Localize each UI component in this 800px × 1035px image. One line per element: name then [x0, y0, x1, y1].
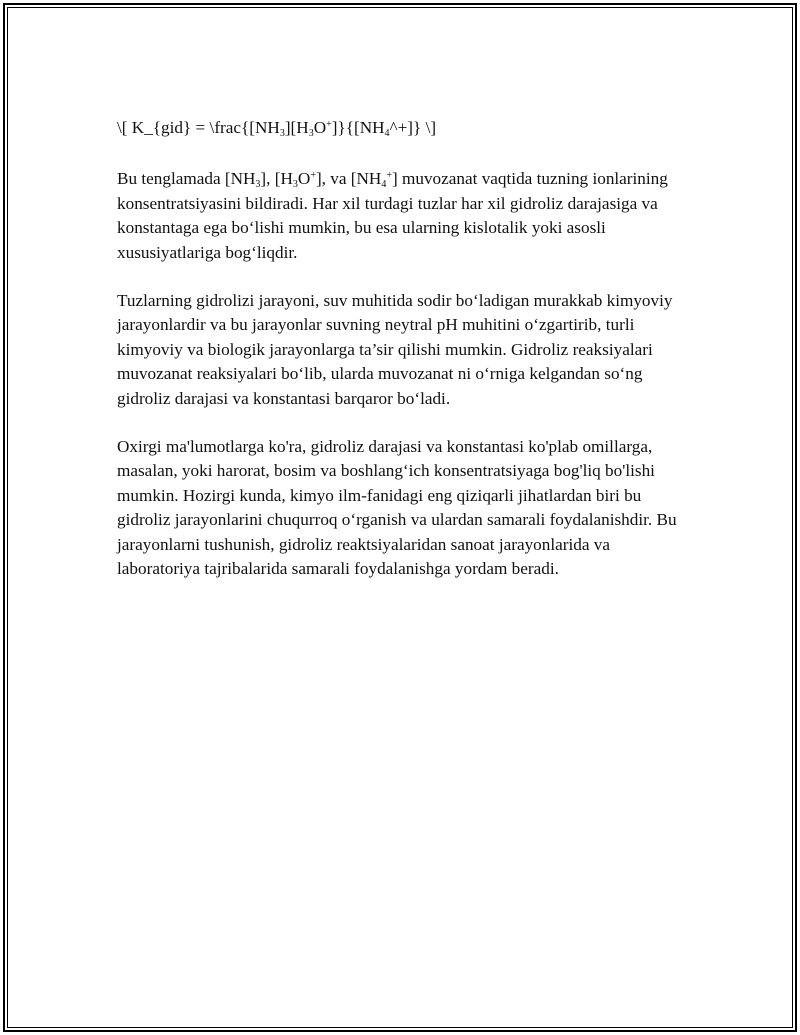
formula-text: ][H	[284, 118, 309, 137]
paragraph-subscript: 4	[381, 179, 387, 191]
formula-text: ]}{[NH	[331, 118, 385, 137]
formula-superscript: +	[326, 119, 332, 130]
document-body	[117, 116, 687, 606]
paragraph-superscript: +	[310, 170, 316, 182]
formula-subscript: 3	[279, 128, 285, 139]
paragraph-text: ] muvozanat vaqtida tuzning ionlarining konsentratsiyasini bildiradi. Har xil turdagi tuzlar har xil gidroliz darajasiga va konstantaga ega bo‘lishi mumkin, bu esa ularning kislotalik yoki asosli xususiyatlariga bog‘liqdir.	[117, 169, 668, 262]
formula-subscript: 4	[384, 128, 390, 139]
formula-subscript: 3	[308, 128, 314, 139]
paragraph-recent-findings: Oxirgi ma'lumotlarga ko'ra, gidroliz darajasi va konstantasi ko'plab omillarga, masalan, yoki harorat, bosim va boshlang‘ich konsentratsiyaga bog'liq bo'lishi mumkin. Hozirgi kunda, kimyo ilm-fanidagi eng qiziqarli jihatlardan biri bu gidroliz jarayonlarini chuqurroq o‘rganish va ulardan samarali foydalanishdir. Bu jarayonlarni tushunish, gidroliz reaktsiyalaridan sanoat jarayonlarida va laboratoriya tajribalarida samarali foydalanishga yordam beradi.	[117, 437, 677, 579]
paragraph-text: O	[297, 169, 311, 189]
paragraph-text: ], va [NH	[315, 169, 382, 189]
formula-text: ^+]} \]	[389, 118, 437, 137]
paragraph-equation-explanation	[117, 167, 687, 265]
paragraph-hydrolysis-process: Tuzlarning gidrolizi jarayoni, suv muhitida sodir bo‘ladigan murakkab kimyoviy jarayonlardir va bu jarayonlar suvning neytral pH muhitini o‘zgartirib, turli kimyoviy va biologik jarayonlarga ta’sir qilishi mumkin. Gidroliz reaksiyalari muvozanat reaksiyalari bo‘lib, ularda muvozanat ni o‘rniga kelgandan so‘ng gidroliz darajasi va konstantasi barqaror bo‘ladi.	[117, 291, 673, 408]
formula-text: \[ K_{gid} = \frac{[NH	[117, 118, 280, 137]
paragraph-superscript: +	[386, 170, 392, 182]
paragraph-subscript: 3	[292, 179, 298, 191]
hydrolysis-constant-formula	[117, 116, 687, 140]
paragraph-text: ], [H	[260, 169, 293, 189]
paragraph-subscript: 3	[255, 179, 261, 191]
formula-text: O	[313, 118, 327, 137]
paragraph-text: Bu tenglamada [NH	[117, 169, 256, 189]
